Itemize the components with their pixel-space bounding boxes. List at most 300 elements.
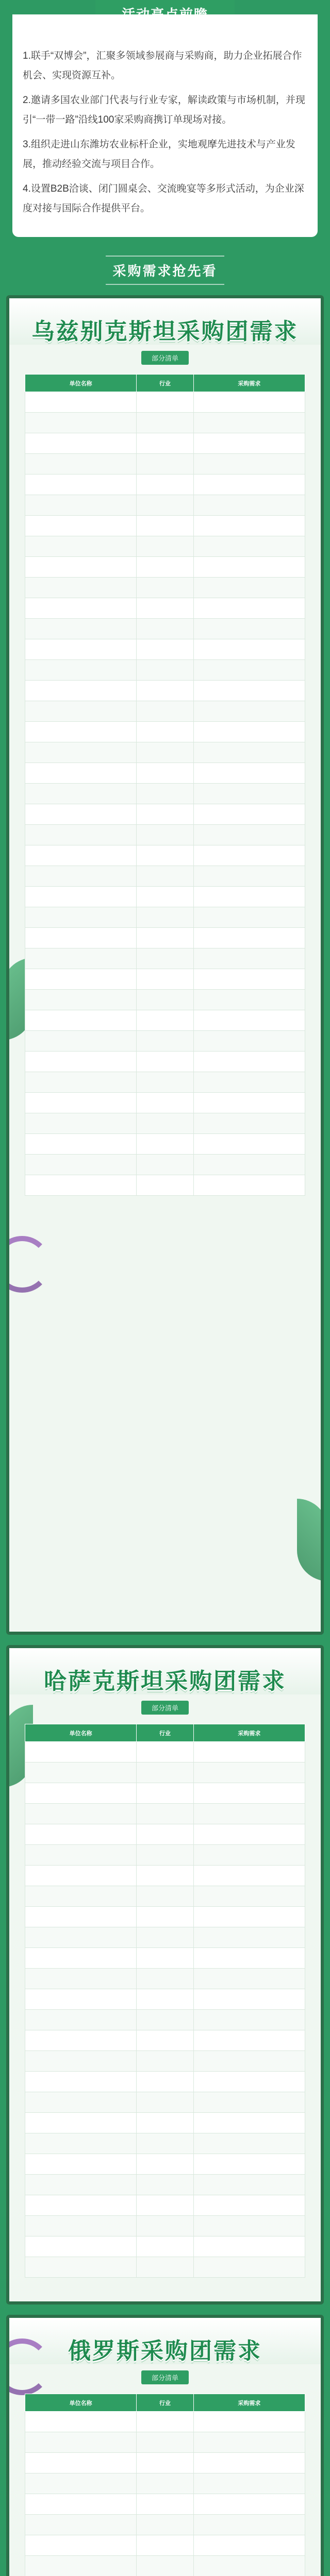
- table-row: [25, 536, 305, 557]
- demand-cell: [193, 413, 305, 433]
- table-row: [25, 804, 305, 825]
- demand-cell: [193, 1031, 305, 1052]
- demand-cell: [193, 763, 305, 784]
- unit-name-cell: [25, 2535, 137, 2556]
- demand-cell: [193, 1175, 305, 1196]
- table-row: [25, 948, 305, 969]
- demand-cell: [193, 1907, 305, 1927]
- demand-cell: [193, 392, 305, 413]
- unit-name-cell: [25, 660, 137, 681]
- table-row: [25, 1804, 305, 1824]
- demand-cell: [193, 2216, 305, 2236]
- demand-cell: [193, 1052, 305, 1072]
- table-row: [25, 928, 305, 948]
- industry-cell: [137, 1866, 194, 1886]
- unit-name-cell: [25, 2092, 137, 2113]
- demand-cell: [193, 660, 305, 681]
- demand-cell: [193, 990, 305, 1010]
- table-row: [25, 763, 305, 784]
- demand-cell: [193, 619, 305, 639]
- unit-name-cell: [25, 392, 137, 413]
- table-row: [25, 1072, 305, 1093]
- demand-cell: [193, 2473, 305, 2494]
- industry-cell: [137, 2453, 194, 2473]
- table-row: [25, 1927, 305, 1948]
- industry-cell: [137, 1113, 194, 1134]
- table-row: [25, 1093, 305, 1113]
- industry-cell: [137, 1134, 194, 1155]
- demand-cell: [193, 742, 305, 763]
- unit-name-cell: [25, 619, 137, 639]
- table-row: [25, 2051, 305, 2072]
- highlight-item: 3.组织走进山东潍坊农业标杆企业，实地观摩先进技术与产业发展，推动经验交流与项目合作。: [23, 139, 295, 170]
- table-row: [25, 1134, 305, 1155]
- demand-cell: [193, 1742, 305, 1762]
- industry-cell: [137, 1052, 194, 1072]
- table-row: [25, 598, 305, 619]
- demand-cell: [193, 722, 305, 742]
- table-row: [25, 1175, 305, 1196]
- demand-cell: [193, 1886, 305, 1907]
- industry-cell: [137, 413, 194, 433]
- table-row: [25, 474, 305, 495]
- demand-cell: [193, 1969, 305, 1989]
- table-row: [25, 557, 305, 578]
- unit-name-cell: [25, 722, 137, 742]
- demand-cell: [193, 536, 305, 557]
- unit-name-cell: [25, 1072, 137, 1093]
- industry-cell: [137, 1948, 194, 1969]
- table-row: [25, 1010, 305, 1031]
- demand-cell: [193, 2515, 305, 2535]
- industry-cell: [137, 1093, 194, 1113]
- industry-cell: [137, 845, 194, 866]
- industry-cell: [137, 907, 194, 928]
- table-row: [25, 681, 305, 701]
- industry-cell: [137, 1845, 194, 1866]
- demand-cell: [193, 2113, 305, 2133]
- demand-cell: [193, 2556, 305, 2576]
- demand-cell: [193, 2257, 305, 2278]
- table-row: [25, 1155, 305, 1175]
- table-row: [25, 2195, 305, 2216]
- table-row: [25, 454, 305, 474]
- table-row: [25, 639, 305, 660]
- industry-cell: [137, 392, 194, 413]
- table-row: [25, 516, 305, 536]
- unit-name-cell: [25, 2216, 137, 2236]
- demand-cell: [193, 495, 305, 516]
- table-row: [25, 1762, 305, 1783]
- unit-name-cell: [25, 1155, 137, 1175]
- industry-cell: [137, 2133, 194, 2154]
- demand-cell: [193, 2051, 305, 2072]
- table-row: [25, 2432, 305, 2453]
- table-row: [25, 2494, 305, 2515]
- unit-name-cell: [25, 2257, 137, 2278]
- industry-cell: [137, 2494, 194, 2515]
- unit-name-cell: [25, 1052, 137, 1072]
- column-header: 采购需求: [193, 2394, 305, 2412]
- table-row: [25, 392, 305, 413]
- unit-name-cell: [25, 2154, 137, 2175]
- table-row: [25, 969, 305, 990]
- unit-name-cell: [25, 1113, 137, 1134]
- table-row: [25, 2113, 305, 2133]
- table-row: [25, 2515, 305, 2535]
- industry-cell: [137, 2535, 194, 2556]
- demand-cell: [193, 474, 305, 495]
- unit-name-cell: [25, 2195, 137, 2216]
- demand-cell: [193, 1155, 305, 1175]
- unit-name-cell: [25, 2133, 137, 2154]
- table-row: [25, 2535, 305, 2556]
- unit-name-cell: [25, 474, 137, 495]
- industry-cell: [137, 866, 194, 887]
- demand-cell: [193, 2175, 305, 2195]
- demand-cell: [193, 2195, 305, 2216]
- demand-cell: [193, 2535, 305, 2556]
- unit-name-cell: [25, 1175, 137, 1196]
- unit-name-cell: [25, 2515, 137, 2535]
- table-row: [25, 742, 305, 763]
- industry-cell: [137, 433, 194, 454]
- industry-cell: [137, 2432, 194, 2453]
- table-row: [25, 2453, 305, 2473]
- table-row: [25, 2473, 305, 2494]
- demand-cell: [193, 2154, 305, 2175]
- industry-cell: [137, 619, 194, 639]
- table-row: [25, 2556, 305, 2576]
- industry-cell: [137, 1175, 194, 1196]
- demand-cell: [193, 598, 305, 619]
- industry-cell: [137, 474, 194, 495]
- demand-cell: [193, 681, 305, 701]
- industry-cell: [137, 2473, 194, 2494]
- demand-cell: [193, 639, 305, 660]
- industry-cell: [137, 681, 194, 701]
- panel-subtitle: 部分清单: [141, 1701, 189, 1715]
- demand-cell: [193, 1804, 305, 1824]
- demand-cell: [193, 1113, 305, 1134]
- unit-name-cell: [25, 578, 137, 598]
- industry-cell: [137, 928, 194, 948]
- demand-cell: [193, 907, 305, 928]
- table-row: [25, 413, 305, 433]
- unit-name-cell: [25, 2113, 137, 2133]
- demand-cell: [193, 578, 305, 598]
- industry-cell: [137, 1824, 194, 1845]
- industry-cell: [137, 2092, 194, 2113]
- column-header: 单位名称: [25, 2394, 137, 2412]
- table-row: [25, 1031, 305, 1052]
- table-row: [25, 2236, 305, 2257]
- unit-name-cell: [25, 742, 137, 763]
- unit-name-cell: [25, 1886, 137, 1907]
- industry-cell: [137, 1907, 194, 1927]
- industry-cell: [137, 722, 194, 742]
- unit-name-cell: [25, 2072, 137, 2092]
- highlight-item: 4.设置B2B洽谈、闭门圆桌会、交流晚宴等多形式活动，为企业深度对接与国际合作提供平台。: [23, 183, 304, 214]
- table-row: [25, 2010, 305, 2030]
- highlights-title: 活动亮点前瞻: [95, 0, 235, 29]
- unit-name-cell: [25, 866, 137, 887]
- unit-name-cell: [25, 907, 137, 928]
- unit-name-cell: [25, 784, 137, 804]
- industry-cell: [137, 2030, 194, 2051]
- unit-name-cell: [25, 2494, 137, 2515]
- industry-cell: [137, 598, 194, 619]
- table-row: [25, 1989, 305, 2010]
- unit-name-cell: [25, 1762, 137, 1783]
- industry-cell: [137, 2175, 194, 2195]
- unit-name-cell: [25, 2051, 137, 2072]
- column-header: 行业: [137, 375, 194, 392]
- industry-cell: [137, 639, 194, 660]
- unit-name-cell: [25, 454, 137, 474]
- unit-name-cell: [25, 557, 137, 578]
- demand-cell: [193, 804, 305, 825]
- unit-name-cell: [25, 516, 137, 536]
- industry-cell: [137, 2515, 194, 2535]
- table-row: [25, 866, 305, 887]
- industry-cell: [137, 701, 194, 722]
- unit-name-cell: [25, 495, 137, 516]
- unit-name-cell: [25, 701, 137, 722]
- industry-cell: [137, 660, 194, 681]
- industry-cell: [137, 2412, 194, 2432]
- table-row: [25, 2412, 305, 2432]
- table-row: [25, 1783, 305, 1804]
- demand-cell: [193, 2010, 305, 2030]
- unit-name-cell: [25, 2432, 137, 2453]
- industry-cell: [137, 578, 194, 598]
- demand-cell: [193, 928, 305, 948]
- unit-name-cell: [25, 825, 137, 845]
- table-row: [25, 1866, 305, 1886]
- demand-cell: [193, 825, 305, 845]
- demand-cell: [193, 2236, 305, 2257]
- industry-cell: [137, 1072, 194, 1093]
- unit-name-cell: [25, 1866, 137, 1886]
- industry-cell: [137, 2010, 194, 2030]
- industry-cell: [137, 516, 194, 536]
- unit-name-cell: [25, 1845, 137, 1866]
- table-row: [25, 1948, 305, 1969]
- column-header: 采购需求: [193, 375, 305, 392]
- highlight-item: 2.邀请多国农业部门代表与行业专家，解读政策与市场机制，并现引“一带一路”沿线100家采购商携订单现场对接。: [23, 95, 305, 125]
- industry-cell: [137, 763, 194, 784]
- table-row: [25, 1824, 305, 1845]
- table-row: [25, 660, 305, 681]
- demand-cell: [193, 454, 305, 474]
- unit-name-cell: [25, 2473, 137, 2494]
- panel-title: 哈萨克斯坦采购团需求: [44, 1669, 286, 1694]
- demand-cell: [193, 701, 305, 722]
- panel-subtitle: 部分清单: [141, 351, 189, 365]
- unit-name-cell: [25, 1783, 137, 1804]
- industry-cell: [137, 990, 194, 1010]
- column-header: 行业: [137, 2394, 194, 2412]
- demand-cell: [193, 1762, 305, 1783]
- column-header: 单位名称: [25, 1724, 137, 1742]
- demand-cell: [193, 1134, 305, 1155]
- industry-cell: [137, 1989, 194, 2010]
- demand-cell: [193, 2092, 305, 2113]
- table-row: [25, 2072, 305, 2092]
- industry-cell: [137, 2072, 194, 2092]
- unit-name-cell: [25, 845, 137, 866]
- industry-cell: [137, 887, 194, 907]
- table-row: [25, 1886, 305, 1907]
- industry-cell: [137, 784, 194, 804]
- industry-cell: [137, 1155, 194, 1175]
- industry-cell: [137, 2257, 194, 2278]
- demand-cell: [193, 2494, 305, 2515]
- unit-name-cell: [25, 2412, 137, 2432]
- section-title: 采购需求抢先看: [106, 256, 224, 285]
- demand-cell: [193, 2030, 305, 2051]
- table-row: [25, 2175, 305, 2195]
- industry-cell: [137, 536, 194, 557]
- industry-cell: [137, 825, 194, 845]
- unit-name-cell: [25, 1093, 137, 1113]
- industry-cell: [137, 969, 194, 990]
- demand-cell: [193, 1927, 305, 1948]
- unit-name-cell: [25, 1134, 137, 1155]
- table-row: [25, 2216, 305, 2236]
- demand-cell: [193, 2412, 305, 2432]
- industry-cell: [137, 1886, 194, 1907]
- demand-cell: [193, 433, 305, 454]
- unit-name-cell: [25, 2030, 137, 2051]
- unit-name-cell: [25, 887, 137, 907]
- column-header: 单位名称: [25, 375, 137, 392]
- industry-cell: [137, 2113, 194, 2133]
- industry-cell: [137, 1762, 194, 1783]
- industry-cell: [137, 557, 194, 578]
- demand-cell: [193, 2453, 305, 2473]
- unit-name-cell: [25, 413, 137, 433]
- unit-name-cell: [25, 1907, 137, 1927]
- industry-cell: [137, 454, 194, 474]
- unit-name-cell: [25, 2010, 137, 2030]
- unit-name-cell: [25, 1824, 137, 1845]
- unit-name-cell: [25, 1927, 137, 1948]
- unit-name-cell: [25, 1989, 137, 2010]
- demand-cell: [193, 2133, 305, 2154]
- demand-cell: [193, 1824, 305, 1845]
- industry-cell: [137, 1783, 194, 1804]
- table-row: [25, 1845, 305, 1866]
- demand-cell: [193, 866, 305, 887]
- demand-cell: [193, 1010, 305, 1031]
- demand-table: [25, 1724, 305, 2278]
- leaf-decoration: [297, 1499, 324, 1581]
- table-row: [25, 2092, 305, 2113]
- demand-cell: [193, 1072, 305, 1093]
- unit-name-cell: [25, 1742, 137, 1762]
- unit-name-cell: [25, 639, 137, 660]
- unit-name-cell: [25, 433, 137, 454]
- demand-table: [25, 2394, 305, 2576]
- industry-cell: [137, 1010, 194, 1031]
- table-row: [25, 495, 305, 516]
- uzbekistan-demand-panel: [6, 295, 324, 1635]
- industry-cell: [137, 1031, 194, 1052]
- unit-name-cell: [25, 990, 137, 1010]
- panel-title: 俄罗斯采购团需求: [68, 2338, 262, 2364]
- industry-cell: [137, 1804, 194, 1824]
- panel-title: 乌兹别克斯坦采购团需求: [31, 319, 299, 344]
- unit-name-cell: [25, 804, 137, 825]
- demand-cell: [193, 969, 305, 990]
- industry-cell: [137, 2216, 194, 2236]
- column-header: 行业: [137, 1724, 194, 1742]
- unit-name-cell: [25, 2556, 137, 2576]
- industry-cell: [137, 1969, 194, 1989]
- industry-cell: [137, 2556, 194, 2576]
- table-row: [25, 907, 305, 928]
- table-row: [25, 845, 305, 866]
- demand-cell: [193, 784, 305, 804]
- demand-cell: [193, 1989, 305, 2010]
- russia-demand-panel: [6, 2315, 324, 2576]
- table-row: [25, 1113, 305, 1134]
- demand-cell: [193, 887, 305, 907]
- unit-name-cell: [25, 2453, 137, 2473]
- unit-name-cell: [25, 1031, 137, 1052]
- industry-cell: [137, 804, 194, 825]
- table-row: [25, 2030, 305, 2051]
- unit-name-cell: [25, 1969, 137, 1989]
- demand-cell: [193, 845, 305, 866]
- panel-subtitle: 部分清单: [141, 2370, 189, 2384]
- unit-name-cell: [25, 681, 137, 701]
- demand-cell: [193, 1783, 305, 1804]
- industry-cell: [137, 2236, 194, 2257]
- highlights-section: [0, 0, 330, 246]
- industry-cell: [137, 1927, 194, 1948]
- unit-name-cell: [25, 763, 137, 784]
- table-row: [25, 433, 305, 454]
- swirl-decoration: [6, 1236, 51, 1293]
- highlight-item: 1.联手“双博会”，汇聚多领域参展商与采购商，助力企业拓展合作机会、实现资源互补。: [23, 50, 302, 81]
- table-row: [25, 578, 305, 598]
- table-row: [25, 784, 305, 804]
- unit-name-cell: [25, 1804, 137, 1824]
- demand-cell: [193, 2072, 305, 2092]
- table-row: [25, 1907, 305, 1927]
- table-row: [25, 1052, 305, 1072]
- industry-cell: [137, 742, 194, 763]
- table-row: [25, 701, 305, 722]
- column-header: 采购需求: [193, 1724, 305, 1742]
- unit-name-cell: [25, 536, 137, 557]
- table-row: [25, 1969, 305, 1989]
- table-row: [25, 825, 305, 845]
- industry-cell: [137, 948, 194, 969]
- unit-name-cell: [25, 1010, 137, 1031]
- table-row: [25, 887, 305, 907]
- unit-name-cell: [25, 928, 137, 948]
- demand-table: [25, 374, 305, 1196]
- unit-name-cell: [25, 1948, 137, 1969]
- table-row: [25, 2257, 305, 2278]
- highlights-card: [12, 14, 318, 237]
- demand-cell: [193, 1866, 305, 1886]
- unit-name-cell: [25, 2236, 137, 2257]
